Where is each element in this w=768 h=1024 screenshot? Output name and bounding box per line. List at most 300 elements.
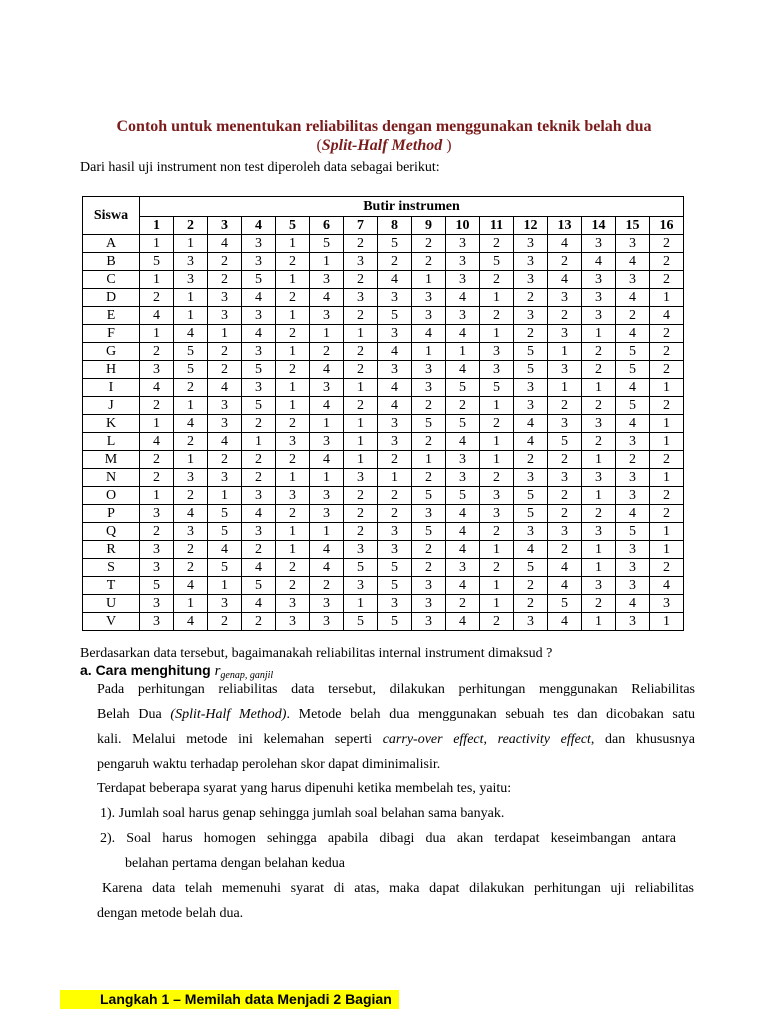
score-cell: 2	[480, 415, 514, 433]
syarat-2-line2: belahan pertama dengan belahan kedua	[125, 856, 346, 871]
score-cell: 2	[548, 541, 582, 559]
student-name-cell: D	[83, 289, 140, 307]
score-cell: 4	[446, 325, 480, 343]
score-cell: 1	[276, 235, 310, 253]
score-cell: 5	[208, 523, 242, 541]
table-row	[83, 307, 684, 325]
score-cell: 5	[378, 613, 412, 631]
score-cell: 4	[242, 325, 276, 343]
score-cell: 2	[650, 325, 684, 343]
score-cell: 4	[446, 577, 480, 595]
score-cell: 3	[208, 289, 242, 307]
item-header-5: 5	[276, 217, 310, 235]
score-cell: 5	[446, 379, 480, 397]
score-cell: 2	[344, 307, 378, 325]
score-cell: 2	[514, 595, 548, 613]
student-name-cell: C	[83, 271, 140, 289]
score-cell: 3	[412, 379, 446, 397]
score-cell: 4	[140, 433, 174, 451]
table-row	[83, 523, 684, 541]
score-cell: 3	[446, 235, 480, 253]
score-cell: 2	[650, 559, 684, 577]
score-cell: 3	[140, 595, 174, 613]
score-cell: 4	[310, 361, 344, 379]
score-cell: 4	[446, 361, 480, 379]
score-cell: 3	[412, 361, 446, 379]
score-cell: 3	[140, 361, 174, 379]
item-header-12: 12	[514, 217, 548, 235]
score-cell: 1	[208, 577, 242, 595]
score-cell: 1	[582, 325, 616, 343]
score-cell: 3	[616, 433, 650, 451]
score-cell: 3	[310, 505, 344, 523]
score-cell: 1	[276, 379, 310, 397]
score-cell: 2	[412, 433, 446, 451]
score-cell: 2	[208, 271, 242, 289]
score-cell: 2	[650, 487, 684, 505]
score-cell: 1	[310, 523, 344, 541]
score-cell: 2	[344, 397, 378, 415]
score-cell: 2	[548, 253, 582, 271]
item-header-15: 15	[616, 217, 650, 235]
p1-line3: kali. Melalui metode ini kelemahan seperti carry-over effect, reactivity effect, dan khususnya	[97, 732, 695, 747]
score-cell: 4	[208, 541, 242, 559]
score-cell: 4	[378, 379, 412, 397]
score-cell: 3	[344, 469, 378, 487]
score-cell: 4	[242, 595, 276, 613]
score-cell: 5	[446, 487, 480, 505]
score-cell: 5	[208, 505, 242, 523]
score-cell: 3	[548, 325, 582, 343]
score-cell: 5	[140, 577, 174, 595]
score-cell: 1	[310, 415, 344, 433]
score-cell: 4	[378, 397, 412, 415]
table-row	[83, 505, 684, 523]
score-cell: 4	[446, 505, 480, 523]
score-cell: 5	[174, 361, 208, 379]
score-cell: 1	[480, 451, 514, 469]
score-cell: 1	[412, 343, 446, 361]
student-name-cell: B	[83, 253, 140, 271]
score-cell: 3	[616, 487, 650, 505]
score-cell: 3	[378, 595, 412, 613]
item-header-6: 6	[310, 217, 344, 235]
score-cell: 3	[344, 289, 378, 307]
score-cell: 2	[650, 343, 684, 361]
score-cell: 1	[650, 289, 684, 307]
score-cell: 2	[208, 361, 242, 379]
score-cell: 1	[310, 253, 344, 271]
score-cell: 2	[378, 451, 412, 469]
score-cell: 4	[174, 613, 208, 631]
score-cell: 3	[208, 307, 242, 325]
score-cell: 3	[480, 361, 514, 379]
score-cell: 1	[140, 235, 174, 253]
score-cell: 3	[514, 271, 548, 289]
score-cell: 3	[310, 613, 344, 631]
score-cell: 3	[310, 379, 344, 397]
score-cell: 3	[140, 613, 174, 631]
question-text: Berdasarkan data tersebut, bagaimanakah reliabilitas internal instrument dimaksud ?	[80, 646, 553, 661]
score-cell: 3	[514, 307, 548, 325]
score-cell: 2	[548, 505, 582, 523]
score-cell: 3	[412, 289, 446, 307]
score-cell: 2	[548, 451, 582, 469]
score-cell: 3	[548, 415, 582, 433]
page-subtitle: (Split-Half Method )	[316, 137, 452, 154]
score-cell: 5	[616, 523, 650, 541]
score-cell: 3	[616, 559, 650, 577]
syarat-intro: Terdapat beberapa syarat yang harus dipenuhi ketika membelah tes, yaitu:	[97, 781, 512, 796]
student-name-cell: G	[83, 343, 140, 361]
p1-line2: Belah Dua (Split-Half Method). Metode belah dua menggunakan sebuah tes dan dicobakan satu	[97, 707, 695, 722]
table-row	[83, 343, 684, 361]
score-cell: 5	[446, 415, 480, 433]
score-cell: 1	[344, 595, 378, 613]
score-cell: 1	[412, 271, 446, 289]
score-cell: 3	[582, 235, 616, 253]
table-row	[83, 379, 684, 397]
score-cell: 4	[616, 325, 650, 343]
score-cell: 2	[276, 325, 310, 343]
score-cell: 3	[276, 613, 310, 631]
score-cell: 2	[276, 559, 310, 577]
score-cell: 1	[174, 289, 208, 307]
subheading-a: a. Cara menghitung $r_{genap, ganjil}$	[80, 662, 274, 681]
score-cell: 2	[276, 361, 310, 379]
score-cell: 5	[242, 577, 276, 595]
score-cell: 1	[480, 289, 514, 307]
score-cell: 3	[310, 307, 344, 325]
score-cell: 1	[140, 487, 174, 505]
table-row	[83, 415, 684, 433]
score-cell: 5	[174, 343, 208, 361]
score-cell: 3	[174, 469, 208, 487]
score-cell: 4	[446, 541, 480, 559]
score-cell: 5	[514, 505, 548, 523]
score-cell: 2	[344, 235, 378, 253]
score-cell: 2	[140, 289, 174, 307]
table-row	[83, 559, 684, 577]
score-cell: 5	[616, 361, 650, 379]
item-header-3: 3	[208, 217, 242, 235]
score-cell: 2	[412, 559, 446, 577]
score-cell: 2	[140, 397, 174, 415]
score-cell: 5	[310, 235, 344, 253]
item-header-1: 1	[140, 217, 174, 235]
score-cell: 5	[242, 271, 276, 289]
table-row	[83, 235, 684, 253]
score-cell: 2	[276, 289, 310, 307]
score-cell: 1	[480, 541, 514, 559]
score-cell: 2	[276, 415, 310, 433]
score-cell: 5	[412, 487, 446, 505]
score-cell: 2	[174, 433, 208, 451]
item-header-7: 7	[344, 217, 378, 235]
student-name-cell: I	[83, 379, 140, 397]
score-cell: 3	[310, 487, 344, 505]
score-cell: 3	[140, 559, 174, 577]
table-row	[83, 613, 684, 631]
student-name-cell: O	[83, 487, 140, 505]
score-cell: 1	[344, 379, 378, 397]
score-cell: 2	[208, 613, 242, 631]
score-cell: 3	[208, 469, 242, 487]
item-number-row	[83, 217, 684, 235]
score-cell: 1	[276, 541, 310, 559]
table-row	[83, 451, 684, 469]
score-cell: 2	[276, 505, 310, 523]
score-cell: 2	[480, 613, 514, 631]
score-cell: 5	[514, 559, 548, 577]
score-cell: 4	[582, 253, 616, 271]
score-cell: 1	[446, 343, 480, 361]
score-cell: 5	[140, 253, 174, 271]
score-cell: 1	[344, 451, 378, 469]
score-cell: 4	[140, 307, 174, 325]
score-cell: 3	[378, 433, 412, 451]
score-cell: 4	[616, 595, 650, 613]
score-cell: 2	[208, 253, 242, 271]
score-cell: 2	[378, 253, 412, 271]
score-cell: 1	[174, 307, 208, 325]
table-body	[83, 235, 684, 631]
score-cell: 2	[616, 451, 650, 469]
score-cell: 3	[378, 523, 412, 541]
score-cell: 2	[378, 505, 412, 523]
score-cell: 4	[548, 271, 582, 289]
score-cell: 4	[378, 343, 412, 361]
score-cell: 2	[276, 253, 310, 271]
score-cell: 1	[174, 451, 208, 469]
score-cell: 5	[548, 433, 582, 451]
score-cell: 3	[378, 325, 412, 343]
score-cell: 3	[616, 469, 650, 487]
score-cell: 1	[548, 343, 582, 361]
score-cell: 4	[616, 415, 650, 433]
score-cell: 3	[412, 307, 446, 325]
score-cell: 2	[344, 487, 378, 505]
score-cell: 1	[344, 433, 378, 451]
score-cell: 1	[344, 415, 378, 433]
score-cell: 3	[446, 469, 480, 487]
score-cell: 5	[480, 253, 514, 271]
score-cell: 4	[616, 253, 650, 271]
score-cell: 2	[480, 559, 514, 577]
score-cell: 4	[514, 433, 548, 451]
score-cell: 5	[378, 235, 412, 253]
score-cell: 1	[276, 397, 310, 415]
score-cell: 2	[548, 487, 582, 505]
score-cell: 2	[276, 451, 310, 469]
score-cell: 2	[140, 523, 174, 541]
score-cell: 1	[650, 541, 684, 559]
score-cell: 2	[650, 361, 684, 379]
score-cell: 3	[208, 595, 242, 613]
score-cell: 3	[344, 253, 378, 271]
p1-line4: pengaruh waktu terhadap perolehan skor dapat diminimalisir.	[97, 757, 441, 772]
score-cell: 4	[548, 235, 582, 253]
score-cell: 2	[412, 253, 446, 271]
score-cell: 3	[378, 415, 412, 433]
score-cell: 2	[378, 487, 412, 505]
score-cell: 2	[174, 379, 208, 397]
score-cell: 2	[242, 613, 276, 631]
score-cell: 3	[378, 361, 412, 379]
score-cell: 1	[276, 271, 310, 289]
karena-line1: Karena data telah memenuhi syarat di atas, maka dapat dilakukan perhitungan uji reliabilitas	[102, 881, 694, 896]
score-cell: 3	[140, 541, 174, 559]
score-cell: 3	[582, 307, 616, 325]
score-cell: 3	[616, 613, 650, 631]
item-header-11: 11	[480, 217, 514, 235]
score-cell: 3	[242, 343, 276, 361]
score-cell: 3	[208, 397, 242, 415]
score-cell: 2	[582, 361, 616, 379]
score-cell: 5	[344, 613, 378, 631]
score-cell: 3	[514, 397, 548, 415]
score-cell: 1	[480, 595, 514, 613]
score-cell: 2	[514, 577, 548, 595]
score-cell: 4	[446, 613, 480, 631]
siswa-header: Siswa	[83, 197, 140, 235]
score-cell: 1	[140, 415, 174, 433]
score-cell: 1	[480, 325, 514, 343]
score-cell: 2	[344, 271, 378, 289]
table-row	[83, 397, 684, 415]
score-cell: 3	[582, 289, 616, 307]
score-cell: 2	[650, 235, 684, 253]
score-cell: 4	[174, 325, 208, 343]
score-cell: 2	[140, 343, 174, 361]
score-cell: 1	[310, 469, 344, 487]
score-cell: 5	[548, 595, 582, 613]
score-cell: 1	[140, 271, 174, 289]
score-cell: 3	[582, 523, 616, 541]
score-cell: 1	[650, 379, 684, 397]
score-cell: 3	[616, 271, 650, 289]
score-cell: 2	[480, 469, 514, 487]
p1-line1: Pada perhitungan reliabilitas data tersebut, dilakukan perhitungan menggunakan Reliabilitas	[97, 682, 695, 697]
score-cell: 1	[412, 451, 446, 469]
score-cell: 1	[242, 433, 276, 451]
step-1-heading: Langkah 1 – Memilah data Menjadi 2 Bagian	[100, 991, 392, 1007]
student-name-cell: N	[83, 469, 140, 487]
score-cell: 4	[378, 271, 412, 289]
score-cell: 4	[548, 559, 582, 577]
score-cell: 4	[310, 289, 344, 307]
score-cell: 3	[446, 451, 480, 469]
score-cell: 2	[650, 505, 684, 523]
student-name-cell: S	[83, 559, 140, 577]
score-cell: 5	[616, 397, 650, 415]
score-cell: 1	[174, 235, 208, 253]
score-cell: 2	[616, 307, 650, 325]
item-header-14: 14	[582, 217, 616, 235]
score-cell: 2	[174, 541, 208, 559]
score-cell: 4	[242, 559, 276, 577]
score-cell: 4	[310, 541, 344, 559]
score-cell: 3	[616, 577, 650, 595]
score-cell: 2	[344, 343, 378, 361]
score-cell: 1	[276, 469, 310, 487]
score-cell: 1	[140, 325, 174, 343]
score-cell: 3	[480, 505, 514, 523]
score-cell: 3	[548, 361, 582, 379]
student-name-cell: R	[83, 541, 140, 559]
score-cell: 5	[378, 577, 412, 595]
score-cell: 2	[650, 271, 684, 289]
score-cell: 4	[616, 505, 650, 523]
score-cell: 2	[344, 523, 378, 541]
score-cell: 4	[310, 397, 344, 415]
score-cell: 4	[548, 613, 582, 631]
score-cell: 2	[140, 469, 174, 487]
score-cell: 5	[378, 307, 412, 325]
score-cell: 3	[582, 577, 616, 595]
score-cell: 2	[242, 541, 276, 559]
score-cell: 2	[344, 361, 378, 379]
score-cell: 2	[480, 523, 514, 541]
score-cell: 3	[276, 487, 310, 505]
page-title: Contoh untuk menentukan reliabilitas dengan menggunakan teknik belah dua	[116, 118, 652, 135]
score-cell: 3	[242, 487, 276, 505]
score-cell: 3	[310, 271, 344, 289]
score-cell: 1	[310, 325, 344, 343]
score-cell: 1	[276, 343, 310, 361]
score-cell: 3	[208, 415, 242, 433]
score-cell: 3	[344, 577, 378, 595]
score-cell: 1	[276, 307, 310, 325]
score-cell: 3	[446, 307, 480, 325]
score-cell: 3	[480, 343, 514, 361]
score-cell: 4	[650, 577, 684, 595]
score-cell: 2	[412, 469, 446, 487]
score-cell: 3	[412, 613, 446, 631]
item-header-16: 16	[650, 217, 684, 235]
score-cell: 3	[344, 541, 378, 559]
table-row	[83, 577, 684, 595]
score-cell: 3	[140, 505, 174, 523]
score-cell: 4	[548, 577, 582, 595]
score-cell: 5	[344, 559, 378, 577]
score-cell: 3	[514, 253, 548, 271]
score-cell: 2	[276, 577, 310, 595]
item-header-9: 9	[412, 217, 446, 235]
score-cell: 4	[650, 307, 684, 325]
score-cell: 5	[412, 523, 446, 541]
score-cell: 5	[412, 415, 446, 433]
paragraph-split-half	[97, 677, 695, 777]
score-cell: 1	[548, 379, 582, 397]
score-cell: 2	[514, 289, 548, 307]
score-cell: 3	[480, 487, 514, 505]
score-cell: 2	[208, 343, 242, 361]
score-cell: 3	[412, 505, 446, 523]
score-cell: 4	[140, 379, 174, 397]
score-cell: 5	[378, 559, 412, 577]
score-cell: 3	[616, 235, 650, 253]
student-name-cell: K	[83, 415, 140, 433]
score-cell: 1	[582, 541, 616, 559]
score-cell: 2	[582, 397, 616, 415]
score-cell: 4	[446, 523, 480, 541]
score-cell: 4	[310, 559, 344, 577]
score-cell: 3	[412, 595, 446, 613]
score-table	[82, 196, 684, 631]
table-row	[83, 289, 684, 307]
score-cell: 5	[208, 559, 242, 577]
